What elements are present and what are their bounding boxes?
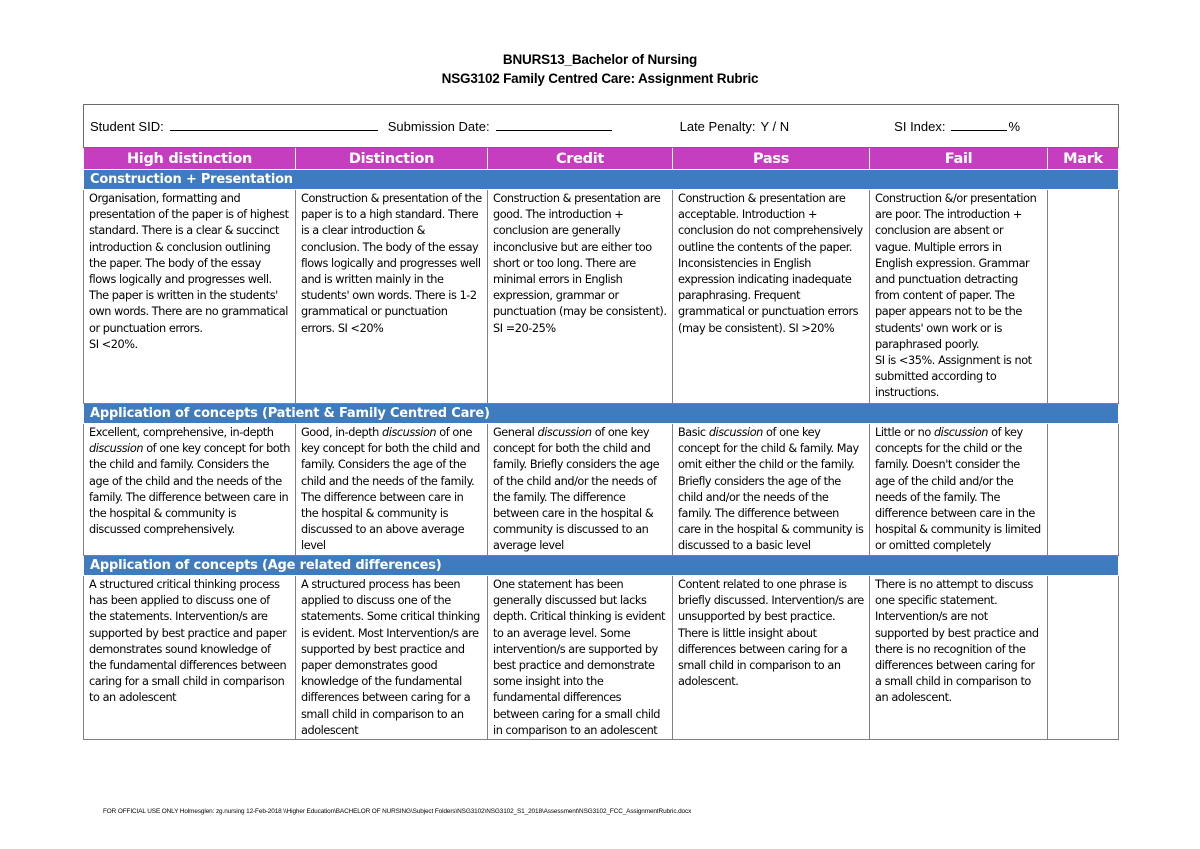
- document-footer: FOR OFFICIAL USE ONLY Holmesglen: zg.nursing 12-Feb-2018 \\Higher Education\BACHELOR OF NURSING\Subject Folders\NSG3102\NSG3102_S1_2018\Assessment\NSG3102_FCC_AssignmentRubric.docx: [103, 808, 692, 815]
- student-info-row: [84, 105, 1119, 148]
- criteria-text: Construction & presentation are good. The introduction + conclusion are generally inconclusive but are either too short or too long. There are minimal errors in English expression, grammar or punctuation (may be consistent). SI =20-25%: [493, 192, 667, 335]
- criteria-cell-distinction: [296, 576, 488, 740]
- criteria-cell-fail: [870, 576, 1048, 740]
- criteria-cell-pass: [673, 424, 870, 556]
- late-penalty-label: Late Penalty:: [679, 118, 756, 134]
- rubric-table: [83, 104, 1119, 740]
- criteria-row-patient-family: [84, 424, 1119, 556]
- section-title-construction: Construction + Presentation: [84, 170, 1119, 190]
- criteria-cell-high-distinction: [84, 190, 296, 404]
- criteria-cell-credit: [488, 424, 673, 556]
- criteria-cell-distinction: [296, 190, 488, 404]
- mark-cell[interactable]: [1048, 424, 1119, 556]
- criteria-text: Little or no discussion of key concepts for the child or the family. Doesn't consider the age of the child and/or the needs of the family. The difference between care in the hospital & community is limited or omitted completely: [875, 426, 1041, 553]
- student-sid-field[interactable]: [170, 119, 378, 131]
- criteria-cell-fail: [870, 190, 1048, 404]
- rubric-title: NSG3102 Family Centred Care: Assignment Rubric: [441, 71, 759, 86]
- criteria-text: Construction & presentation of the paper is to a high standard. There is a clear introduction & conclusion. The body of the essay flows logically and progresses well and is written mainly in the students' own words. There is 1-2 grammatical or punctuation errors. SI <20%: [301, 192, 482, 335]
- section-title-age-differences: Application of concepts (Age related differences): [84, 556, 1119, 576]
- criteria-text: There is no attempt to discuss one specific statement. Intervention/s are not supported by best practice and there is no recognition of the differences between caring for a small child in comparison to an adolescent.: [875, 578, 1039, 705]
- emphasis-text: discussion: [537, 426, 592, 439]
- header-mark: Mark: [1048, 148, 1119, 170]
- header-distinction: Distinction: [296, 148, 488, 170]
- si-index-field[interactable]: [951, 119, 1007, 131]
- criteria-text: Construction &/or presentation are poor. The introduction + conclusion are absent or vague. Multiple errors in English expression. Grammar and punctuation detracting from content of paper. The paper appears not to be the students' own work or is paraphrased poorly. SI is <35%. Assignment is not submitted according to instructions.: [875, 192, 1037, 400]
- criteria-cell-pass: [673, 576, 870, 740]
- submission-date-label: Submission Date:: [387, 118, 490, 134]
- emphasis-text: discussion: [89, 442, 144, 456]
- criteria-text: A structured critical thinking process has been applied to discuss one of the statements. Intervention/s are supported by best practice and paper demonstrates sound knowledge of the fundamental differences between caring for a small child in comparison to an adolescent: [89, 578, 287, 705]
- criteria-text: One statement has been generally discussed but lacks depth. Critical thinking is evident to an average level. Some intervention/s are supported by best practice and demonstrate some insight into the fundamental differences between caring for a small child in comparison to an adolescent: [493, 578, 666, 737]
- late-penalty-value[interactable]: Y / N: [760, 118, 790, 134]
- criteria-text: A structured process has been applied to discuss one of the statements. Some critical thinking is evident. Most Intervention/s are supported by best practice and paper demonstrates good knowledge of the fundamental differences between caring for a small child in comparison to an adolescent: [301, 578, 480, 737]
- criteria-text: Good, in-depth discussion of one key concept for both the child and family. Considers the age of the child and the needs of the family. The difference between care in the hospital & community is discussed to an above average level: [301, 426, 480, 553]
- criteria-cell-fail: [870, 424, 1048, 556]
- mark-cell[interactable]: [1048, 190, 1119, 404]
- emphasis-text: discussion: [933, 426, 988, 439]
- section-title-patient-family: Application of concepts (Patient & Family Centred Care): [84, 404, 1119, 424]
- criteria-text: Excellent, comprehensive, in-depth discussion of one key concept for both the child and family. Considers the age of the child and the needs of the family. The difference between care in the hospital & community is discussed comprehensively.: [89, 426, 290, 537]
- grade-header-row: [84, 148, 1119, 170]
- document-title: [0, 50, 1200, 88]
- criteria-text: Content related to one phrase is briefly discussed. Intervention/s are unsupported by best practice. There is little insight about differences between caring for a small child in comparison to an adolescent.: [678, 578, 864, 689]
- criteria-text: General discussion of one key concept for both the child and family. Briefly considers the age of the child and/or the needs of the family. The difference between care in the hospital & community is discussed to an average level: [493, 426, 660, 553]
- submission-date-field[interactable]: [496, 119, 612, 131]
- section-age-differences-row: [84, 556, 1119, 576]
- criteria-cell-high-distinction: [84, 424, 296, 556]
- emphasis-text: discussion: [382, 426, 437, 439]
- criteria-cell-credit: [488, 190, 673, 404]
- student-info-line: [90, 119, 1112, 134]
- student-sid-label: Student SID:: [90, 118, 164, 134]
- section-construction-row: [84, 170, 1119, 190]
- header-credit: Credit: [488, 148, 673, 170]
- emphasis-text: discussion: [708, 426, 763, 439]
- criteria-row-age-differences: [84, 576, 1119, 740]
- si-index-suffix: %: [1008, 118, 1021, 134]
- criteria-cell-high-distinction: [84, 576, 296, 740]
- si-index-label: SI Index:: [894, 118, 946, 134]
- header-pass: Pass: [673, 148, 870, 170]
- mark-cell[interactable]: [1048, 576, 1119, 740]
- program-title: BNURS13_Bachelor of Nursing: [502, 52, 698, 67]
- criteria-text: Organisation, formatting and presentation of the paper is of highest standard. There is a clear & succinct introduction & conclusion outlining the paper. The body of the essay flows logically and progresses well. The paper is written in the students' own words. There are no grammatical or punctuation errors. SI <20%.: [89, 192, 289, 351]
- criteria-row-construction: [84, 190, 1119, 404]
- criteria-cell-credit: [488, 576, 673, 740]
- criteria-cell-pass: [673, 190, 870, 404]
- criteria-text: Basic discussion of one key concept for the child & family. May omit either the child or the family. Briefly considers the age of the child and/or the needs of the family. The difference between care in the hospital & community is discussed to a basic level: [678, 426, 864, 553]
- criteria-cell-distinction: [296, 424, 488, 556]
- header-high-distinction: High distinction: [84, 148, 296, 170]
- header-fail: Fail: [870, 148, 1048, 170]
- criteria-text: Construction & presentation are acceptable. Introduction + conclusion do not comprehensively outline the contents of the paper. Inconsistencies in English expression indicating inadequate paraphrasing. Frequent grammatical or punctuation errors (may be consistent). SI >20%: [678, 192, 863, 335]
- section-patient-family-row: [84, 404, 1119, 424]
